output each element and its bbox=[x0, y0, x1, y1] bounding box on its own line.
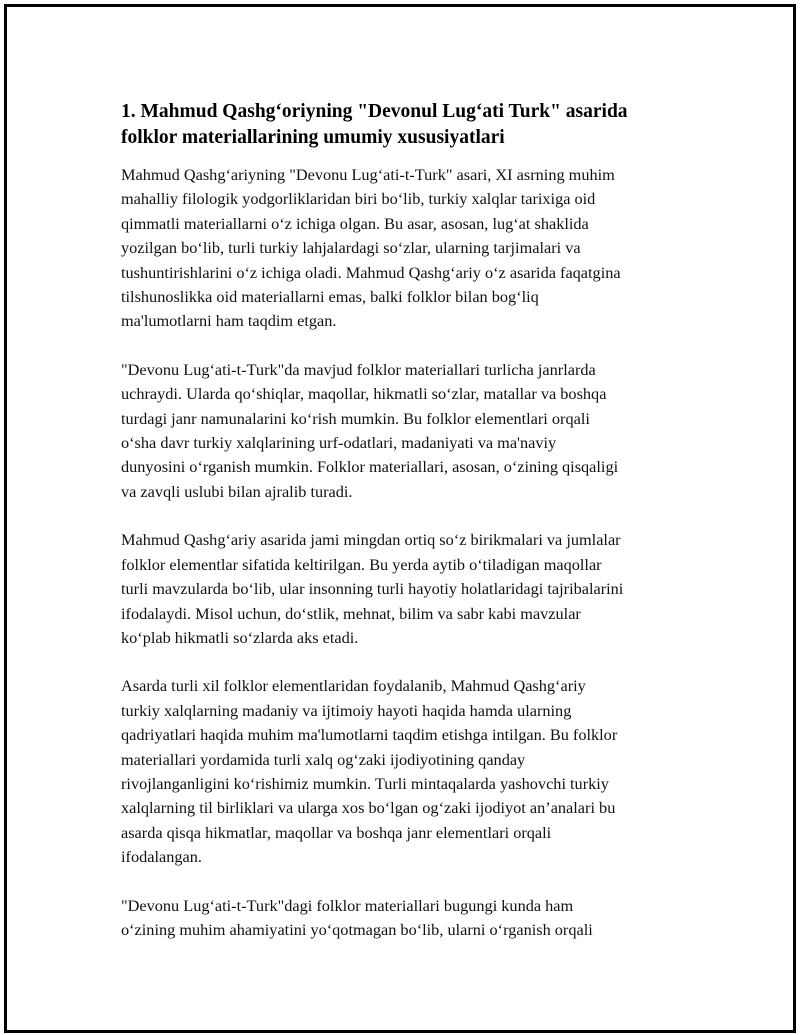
text-line: ifodalaydi. Misol uchun, do‘stlik, mehnat, bilim va sabr kabi mavzular bbox=[121, 603, 581, 623]
text-line: ifodalangan. bbox=[121, 847, 202, 867]
text-line: uchraydi. Ularda qo‘shiqlar, maqollar, hikmatli so‘zlar, matallar va boshqa bbox=[121, 384, 607, 404]
text-line: materiallari yordamida turli xalq og‘zaki ijodiyotining qanday bbox=[121, 749, 526, 769]
document-body bbox=[121, 99, 693, 966]
text-line: qadriyatlari haqida muhim ma'lumotlarni taqdim etishga intilgan. Bu folklor bbox=[121, 725, 618, 745]
text-line: "Devonu Lug‘ati-t-Turk"dagi folklor materiallari bugungi kunda ham bbox=[121, 895, 574, 915]
text-line: Mahmud Qashg‘ariy asarida jami mingdan ortiq so‘z birikmalari va jumlalar bbox=[121, 530, 621, 550]
text-line: asarda qisqa hikmatlar, maqollar va boshqa janr elementlari orqali bbox=[121, 822, 552, 842]
text-line: mahalliy filologik yodgorliklaridan biri bo‘lib, turkiy xalqlar tarixiga oid bbox=[121, 189, 596, 209]
paragraph-culture bbox=[121, 674, 693, 869]
text-line: xalqlarning til birliklari va ularga xos bo‘lgan og‘zaki ijodiyot an’analari bu bbox=[121, 798, 616, 818]
section-heading bbox=[121, 99, 693, 151]
text-line: yozilgan bo‘lib, turli turkiy lahjalardagi so‘zlar, ularning tarjimalari va bbox=[121, 238, 581, 258]
text-line: "Devonu Lug‘ati-t-Turk"da mavjud folklor materiallari turlicha janrlarda bbox=[121, 359, 596, 379]
paragraph-proverbs bbox=[121, 528, 693, 650]
text-line: rivojlanganligini ko‘rishimiz mumkin. Turli mintaqalarda yashovchi turkiy bbox=[121, 773, 609, 793]
text-line: va zavqli uslubi bilan ajralib turadi. bbox=[121, 481, 353, 501]
page-border bbox=[4, 4, 796, 1033]
text-line: turdagi janr namunalarini ko‘rish mumkin. Bu folklor elementlari orqali bbox=[121, 408, 590, 428]
paragraph-significance bbox=[121, 894, 693, 943]
paragraph-intro bbox=[121, 163, 693, 334]
text-line: dunyosini o‘rganish mumkin. Folklor materiallari, asosan, o‘zining qisqaligi bbox=[121, 457, 619, 477]
text-line: o‘sha davr turkiy xalqlarining urf-odatlari, madaniyati va ma'naviy bbox=[121, 433, 557, 453]
text-line: turli mavzularda bo‘lib, ular insonning turli hayotiy holatlaridagi tajribalarini bbox=[121, 579, 624, 599]
text-line: Asarda turli xil folklor elementlaridan foydalanib, Mahmud Qashg‘ariy bbox=[121, 676, 586, 696]
text-line: qimmatli materiallarni o‘z ichiga olgan. Bu asar, asosan, lug‘at shaklida bbox=[121, 213, 589, 233]
heading-line: folklor materiallarining umumiy xususiyatlari bbox=[121, 127, 505, 148]
text-line: o‘zining muhim ahamiyatini yo‘qotmagan bo‘lib, ularni o‘rganish orqali bbox=[121, 919, 593, 939]
text-line: tushuntirishlarini o‘z ichiga oladi. Mahmud Qashg‘ariy o‘z asarida faqatgina bbox=[121, 262, 621, 282]
heading-line: 1. Mahmud Qashg‘oriyning "Devonul Lug‘ati Turk" asarida bbox=[121, 101, 628, 122]
paragraph-genres bbox=[121, 358, 693, 504]
text-line: ko‘plab hikmatli so‘zlarda aks etadi. bbox=[121, 627, 359, 647]
text-line: turkiy xalqlarning madaniy va ijtimoiy hayoti haqida hamda ularning bbox=[121, 700, 572, 720]
text-line: tilshunoslikka oid materiallarni emas, balki folklor bilan bog‘liq bbox=[121, 287, 539, 307]
text-line: folklor elementlar sifatida keltirilgan. Bu yerda aytib o‘tiladigan maqollar bbox=[121, 554, 602, 574]
text-line: Mahmud Qashg‘ariyning "Devonu Lug‘ati-t-Turk" asari, XI asrning muhim bbox=[121, 165, 615, 184]
text-line: ma'lumotlarni ham taqdim etgan. bbox=[121, 311, 337, 331]
